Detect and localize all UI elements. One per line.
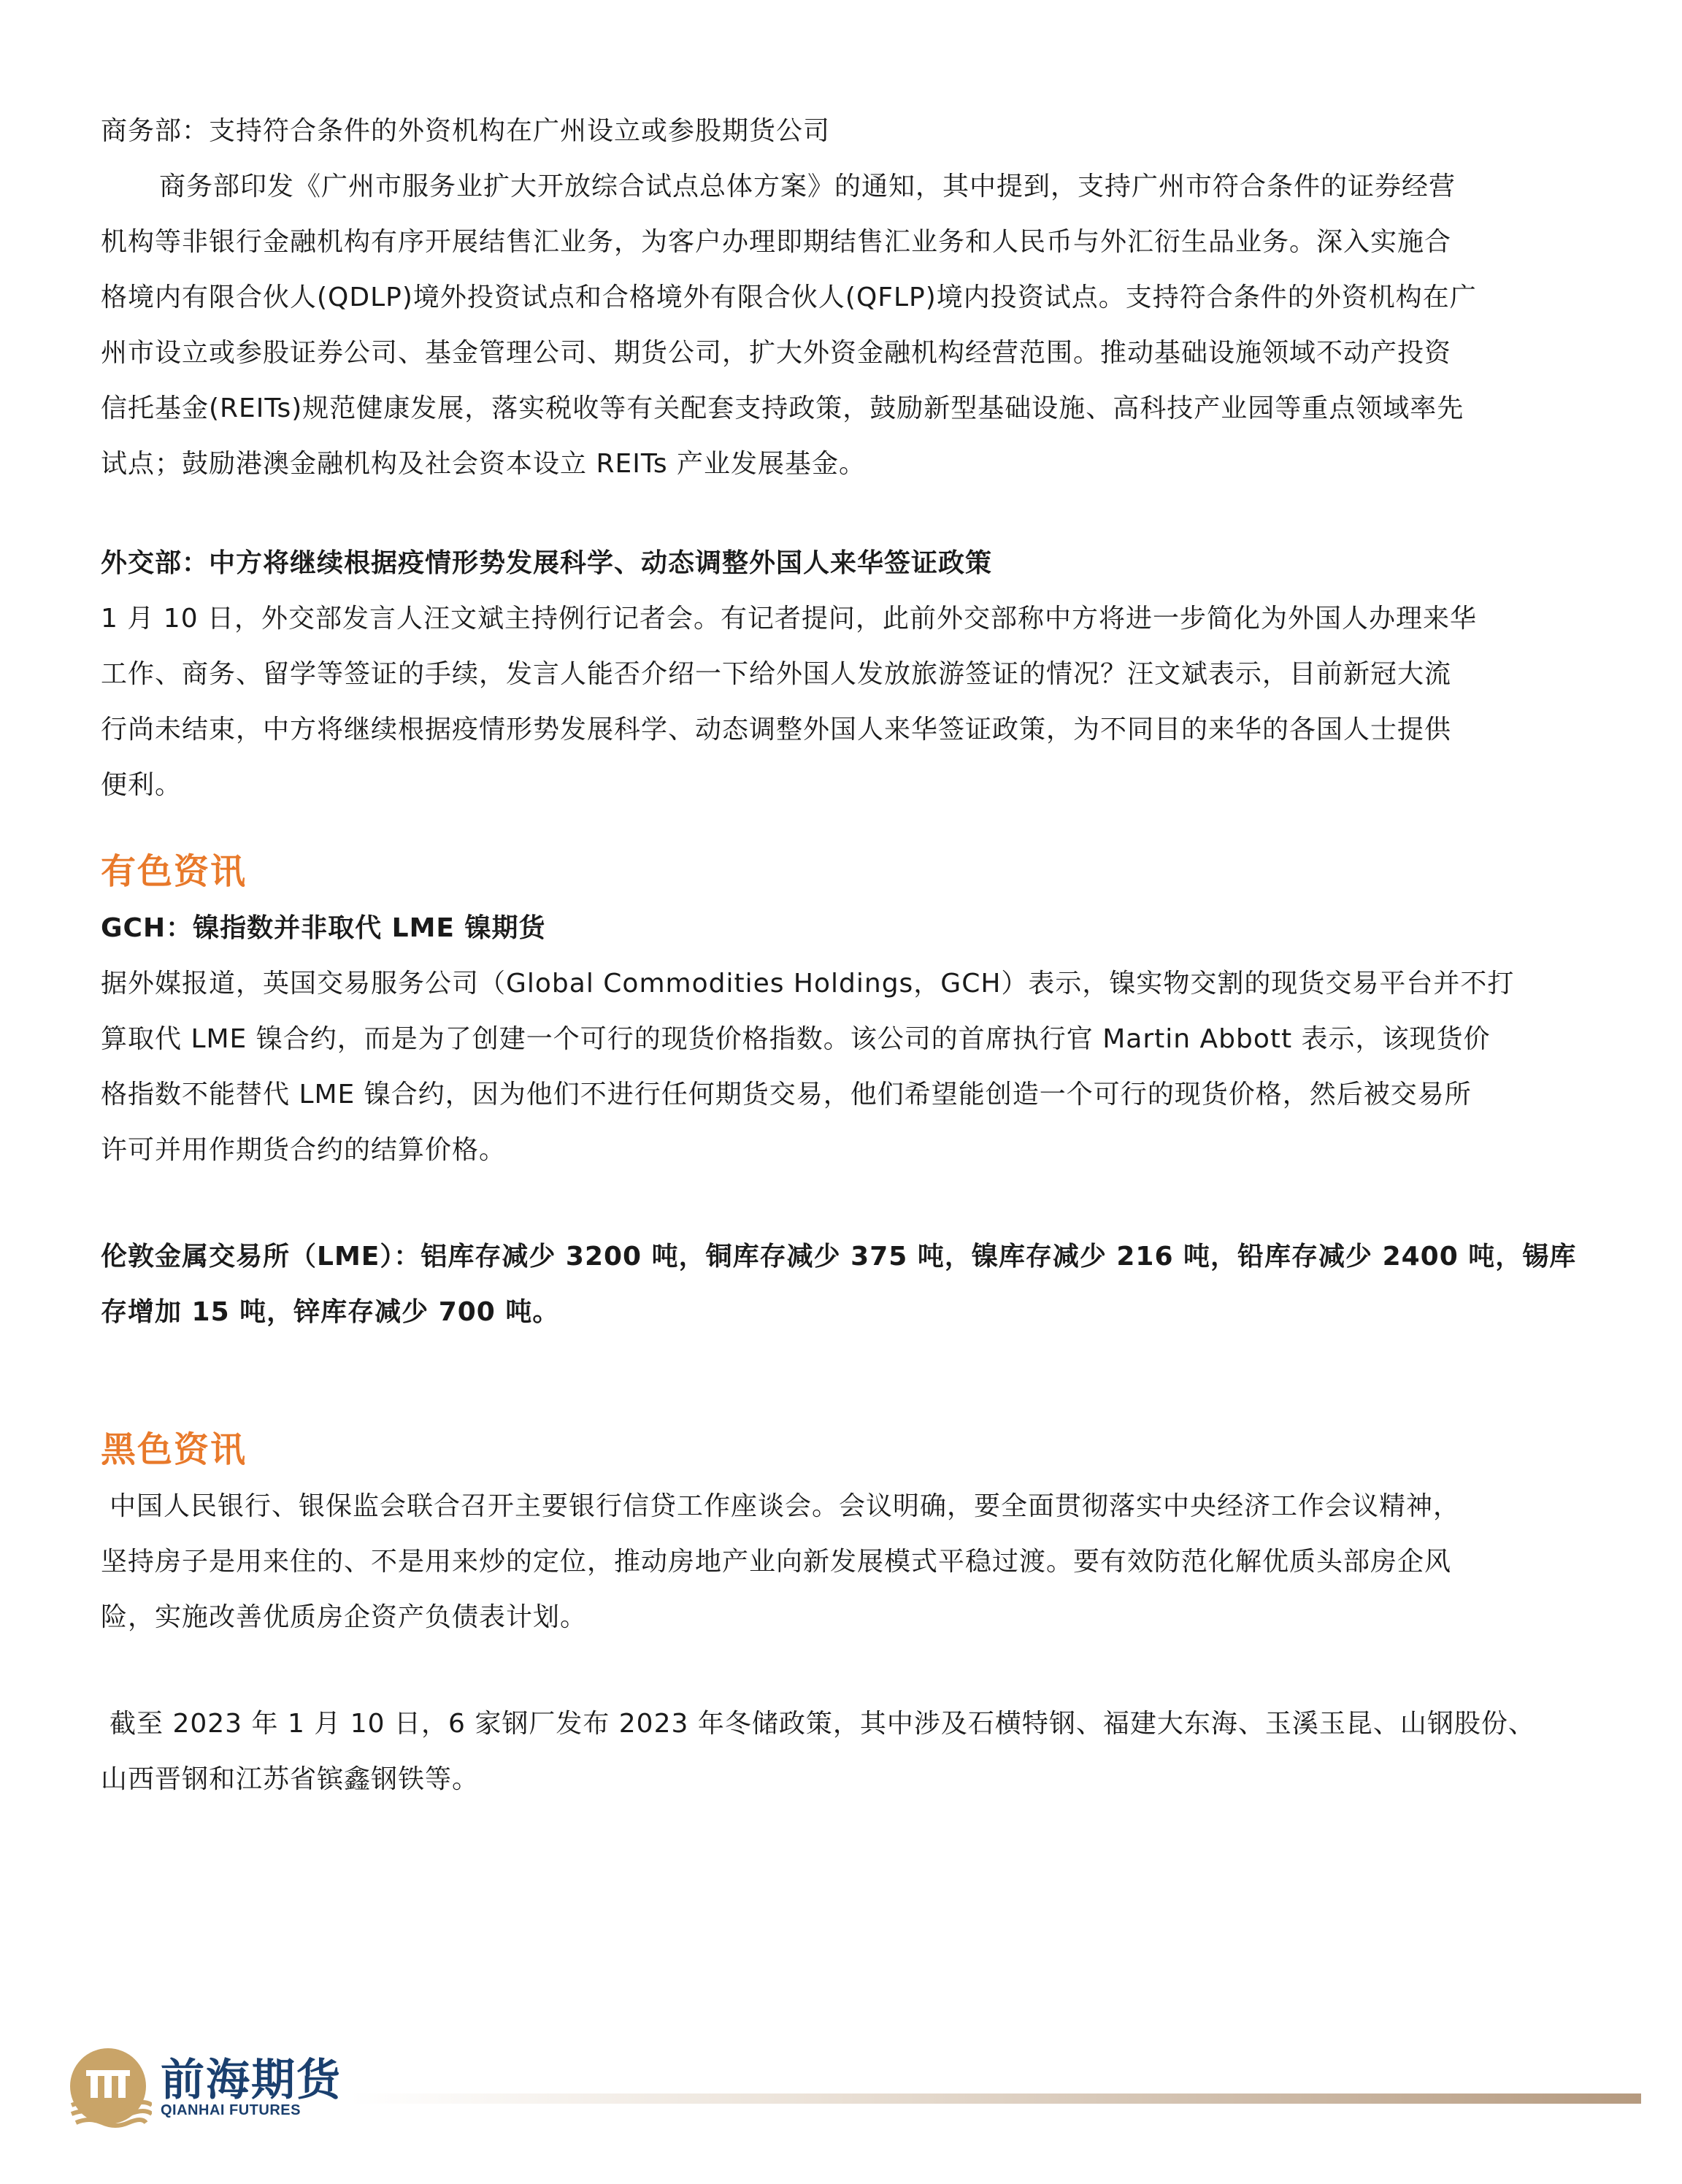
commerce-ministry-title: 商务部：支持符合条件的外资机构在广州设立或参股期货公司: [101, 116, 831, 146]
paragraph-line: 便利。: [101, 770, 183, 800]
paragraph-line: 山西晋钢和江苏省镔鑫钢铁等。: [101, 1764, 480, 1794]
paragraph-line: 行尚未结束，中方将继续根据疫情形势发展科学、动态调整外国人来华签证政策，为不同目的来华的各国人士提供: [101, 715, 1452, 745]
lme-inventory-line: 伦敦金属交易所（LME）：铝库存减少 3200 吨，铜库存减少 375 吨，镍库存减少 216 吨，铅库存减少 2400 吨，锡库: [101, 1242, 1577, 1272]
section-heading-nonferrous: 有色资讯: [101, 851, 247, 892]
paragraph-line: 州市设立或参股证券公司、基金管理公司、期货公司，扩大外资金融机构经营范围。推动基础设施领域不动产投资: [101, 338, 1452, 368]
logo-english-name: QIANHAI FUTURES: [161, 2102, 301, 2118]
foreign-ministry-title: 外交部：中方将继续根据疫情形势发展科学、动态调整外国人来华签证政策: [101, 548, 993, 578]
qianhai-logo-icon: [64, 2044, 152, 2131]
paragraph-line: 试点；鼓励港澳金融机构及社会资本设立 REITs 产业发展基金。: [101, 449, 867, 479]
section-heading-ferrous: 黑色资讯: [101, 1429, 247, 1470]
paragraph-line: 险，实施改善优质房企资产负债表计划。: [101, 1602, 588, 1632]
paragraph-line: 格境内有限合伙人(QDLP)境外投资试点和合格境外有限合伙人(QFLP)境内投资试点。支持符合条件的外资机构在广: [101, 282, 1477, 312]
paragraph-line: 信托基金(REITs)规范健康发展，落实税收等有关配套支持政策，鼓励新型基础设施、高科技产业园等重点领域率先: [101, 393, 1464, 423]
paragraph-line: 中国人民银行、银保监会联合召开主要银行信贷工作座谈会。会议明确，要全面贯彻落实中央经济工作会议精神，: [110, 1491, 1461, 1521]
paragraph-line: 算取代 LME 镍合约，而是为了创建一个可行的现货价格指数。该公司的首席执行官 Martin Abbott 表示，该现货价: [101, 1024, 1491, 1054]
paragraph-line: 许可并用作期货合约的结算价格。: [101, 1135, 507, 1165]
lme-inventory-line: 存增加 15 吨，锌库存减少 700 吨。: [101, 1297, 560, 1327]
paragraph-line: 1 月 10 日，外交部发言人汪文斌主持例行记者会。有记者提问，此前外交部称中方将进一步简化为外国人办理来华: [101, 604, 1478, 634]
footer-divider-bar: [349, 2093, 1641, 2104]
paragraph-line: 坚持房子是用来住的、不是用来炒的定位，推动房地产业向新发展模式平稳过渡。要有效防范化解优质头部房企风: [101, 1547, 1452, 1577]
page-footer: [64, 2044, 1583, 2131]
paragraph-line: 格指数不能替代 LME 镍合约，因为他们不进行任何期货交易，他们希望能创造一个可行的现货价格，然后被交易所: [101, 1080, 1472, 1110]
logo-chinese-name: 前海期货: [161, 2055, 342, 2106]
gch-news-title: GCH：镍指数并非取代 LME 镍期货: [101, 913, 546, 943]
document-body: [101, 104, 1583, 1807]
paragraph-line: 机构等非银行金融机构有序开展结售汇业务，为客户办理即期结售汇业务和人民币与外汇衍生品业务。深入实施合: [101, 227, 1452, 257]
paragraph-line: 据外媒报道，英国交易服务公司（Global Commodities Holdings，GCH）表示，镍实物交割的现货交易平台并不打: [101, 969, 1515, 999]
paragraph-line: 工作、商务、留学等签证的手续，发言人能否介绍一下给外国人发放旅游签证的情况？汪文斌表示，目前新冠大流: [101, 659, 1452, 689]
paragraph-line: 商务部印发《广州市服务业扩大开放综合试点总体方案》的通知，其中提到，支持广州市符合条件的证券经营: [159, 172, 1456, 201]
paragraph-line: 截至 2023 年 1 月 10 日，6 家钢厂发布 2023 年冬储政策，其中涉及石横特钢、福建大东海、玉溪玉昆、山钢股份、: [110, 1709, 1535, 1739]
